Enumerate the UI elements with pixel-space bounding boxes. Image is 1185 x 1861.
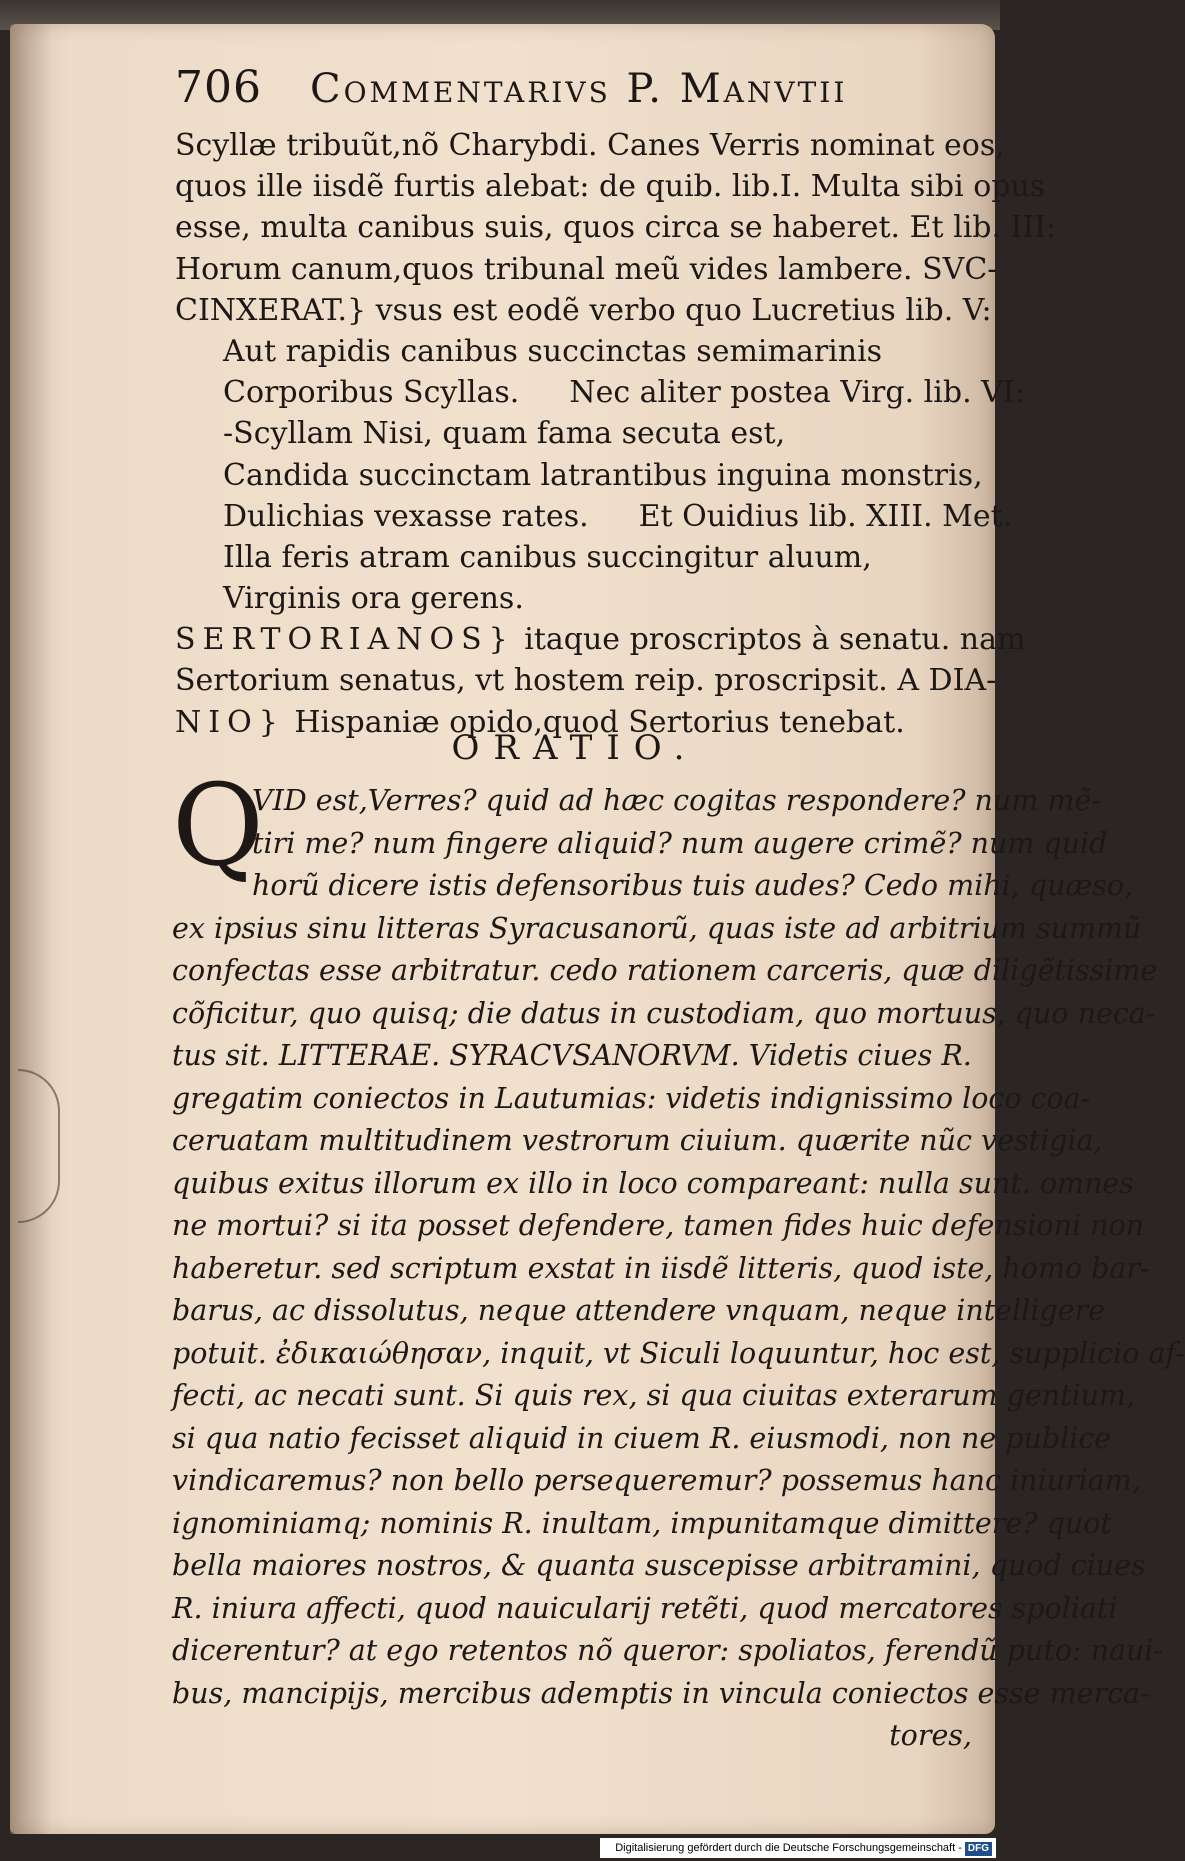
oratio-line: bella maiores nostros, & quanta suscepisse arbitramini, quod ciues [172, 1549, 1146, 1582]
oratio-text [172, 761, 1185, 1758]
oratio-line: ignominiamq; nominis R. inultam, impunitamque dimittere? quot [172, 1506, 1112, 1540]
lemma: NIO} [175, 704, 285, 740]
verse-citation: Nec aliter postea Virg. lib. VI: [569, 375, 1025, 411]
verse-text: Aut rapidis canibus succinctas semimarinis [223, 333, 883, 369]
verse-line [175, 372, 1025, 413]
oratio-line: ceruatam multitudinem vestrorum ciuium. quærite nũc vestigia, [172, 1124, 1103, 1157]
gutter-shadow [10, 24, 52, 1834]
commentary-line: Horum canum,quos tribunal meũ vides lambere. SVC- [175, 251, 998, 287]
oratio-line: bus, mancipijs, mercibus ademptis in vincula coniectos esse merca- [172, 1676, 1150, 1710]
running-title: Commentarivs P. Manvtii [310, 66, 848, 112]
oratio-line: dicerentur? at ego retentos nõ queror: spoliatos, ferendũ puto: naui- [172, 1634, 1164, 1667]
verse-text: Candida succinctam latrantibus inguina monstris, [223, 457, 983, 493]
oratio-line: ex ipsius sinu litteras Syracusanorũ, quas iste ad arbitrium summũ [172, 911, 1142, 945]
oratio-line: si qua natio fecisset aliquid in ciuem R. eiusmodi, non ne publice [172, 1421, 1112, 1455]
oratio-line: VID est,Verres? quid ad hæc cogitas respondere? num mẽ- [252, 784, 1101, 817]
commentary-line: Scyllæ tribuũt,nõ Charybdi. Canes Verris nominat eos, [175, 128, 1005, 163]
verse-citation: Et Ouidius lib. XIII. Met. [638, 498, 1013, 534]
verse-text: Corporibus Scyllas. [223, 375, 520, 411]
lemma: SERTORIANOS} [175, 622, 515, 658]
oratio-line: horũ dicere istis defensoribus tuis audes? Cedo mihi, quæso, [252, 869, 1134, 902]
page-edge-mark [18, 1069, 60, 1223]
oratio-line: R. iniura affecti, quod nauicularij retẽti, quod mercatores spoliati [172, 1591, 1118, 1625]
catchword: tores, [889, 1719, 972, 1752]
verse-line [175, 455, 983, 496]
footer-text: Digitalisierung gefördert durch die Deutsche Forschungsgemeinschaft - [615, 1842, 962, 1854]
verse-text: Virginis ora gerens. [223, 581, 524, 617]
gloss-text: itaque proscriptos à senatu. nam [514, 622, 1026, 658]
oratio-line: barus, ac dissolutus, neque attendere vnquam, neque intelligere [172, 1294, 1105, 1327]
oratio-line: ne mortui? si ita posset defendere, tamen fides huic defensioni non [172, 1209, 1144, 1242]
commentary-line: CINXERAT.} vsus est eodẽ verbo quo Lucretius lib. V: [175, 292, 992, 328]
verse-line [175, 537, 975, 578]
gloss-text: Hispaniæ opido,quod Sertorius tenebat. [284, 704, 905, 740]
oratio-line: gregatim coniectos in Lautumias: videtis indignissimo loco coa- [172, 1081, 1091, 1115]
oratio-line: potuit. ἐδικαιώθησαν, inquit, vt Siculi loquuntur, hoc est, supplicio af- [172, 1336, 1185, 1370]
sertorianos-line: Sertorium senatus, vt hostem reip. proscripsit. A DIA- [175, 663, 997, 699]
commentary-block [175, 125, 1057, 743]
page-number: 706 [175, 62, 262, 113]
oratio-line: confectas esse arbitratur. cedo rationem carceris, quæ diligẽtissime [172, 954, 1158, 987]
running-header [175, 62, 975, 122]
dfg-logo: DFG [965, 1842, 992, 1856]
verse-text: Illa feris atram canibus succingitur aluum, [223, 539, 872, 575]
oratio-line: fecti, ac necati sunt. Si quis rex, si qua ciuitas exterarum gentium, [172, 1379, 1136, 1412]
verse-line [175, 496, 1013, 537]
sertorianos-line [175, 619, 1026, 660]
verse-text: Dulichias vexasse rates. [223, 498, 589, 534]
drop-cap: Q [172, 761, 264, 891]
verse-line [175, 578, 975, 619]
oratio-line: haberetur. sed scriptum exstat in iisdẽ litteris, quod iste, homo bar- [172, 1251, 1150, 1285]
oratio-line: tiri me? num fingere aliquid? num augere crimẽ? num quid [252, 826, 1108, 860]
commentary-line: quos ille iisdẽ furtis alebat: de quib. lib.I. Multa sibi opus [175, 169, 1046, 205]
verse-text: -Scyllam Nisi, quam fama secuta est, [223, 416, 786, 452]
digitization-footer [600, 1838, 996, 1858]
oratio-line: quibus exitus illorum ex illo in loco compareant: nulla sunt. omnes [172, 1166, 1134, 1200]
section-title: ORATIO. [451, 728, 699, 768]
oratio-line: cõficitur, quo quisq; die datus in custodiam, quo mortuus, quo neca- [172, 996, 1156, 1030]
commentary-line: esse, multa canibus suis, quos circa se haberet. Et lib. III: [175, 210, 1057, 246]
oratio-line: tus sit. LITTERAE. SYRACVSANORVM. Videtis ciues R. [172, 1039, 972, 1072]
verse-line [175, 413, 975, 454]
oratio-line: vindicaremus? non bello persequeremur? possemus hanc iniuriam, [172, 1464, 1141, 1497]
verse-line [175, 331, 975, 372]
